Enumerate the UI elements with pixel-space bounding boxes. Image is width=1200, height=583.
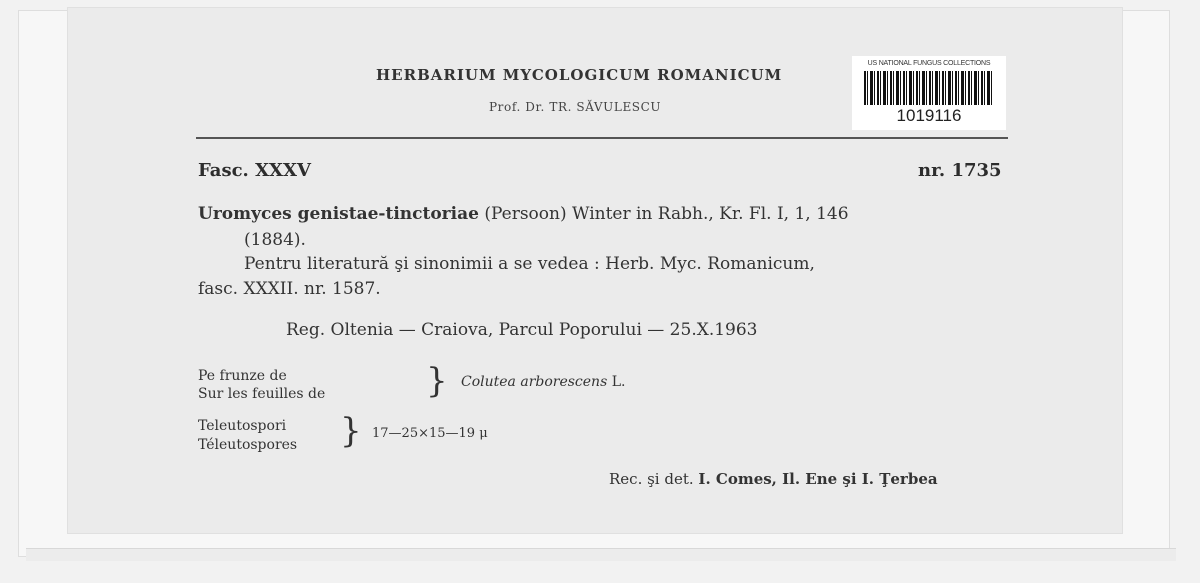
species-line xyxy=(198,204,849,224)
barcode-label xyxy=(852,56,1006,130)
host-name xyxy=(461,374,625,390)
citation-year: (1884). xyxy=(244,230,306,250)
host-species: Colutea arborescens xyxy=(461,374,608,390)
divider xyxy=(196,137,1008,139)
teleutospores-brace: } xyxy=(340,411,362,451)
collection-locality: Reg. Oltenia — Craiova, Parcul Poporului — 25.X.1963 xyxy=(286,320,758,340)
barcode-icon xyxy=(864,71,994,105)
teleutospores-label-ro: Teleutospori xyxy=(198,418,287,434)
fascicle-label: Fasc. XXXV xyxy=(198,160,311,181)
specimen-number: nr. 1735 xyxy=(918,160,1002,181)
host-label-ro: Pe frunze de xyxy=(198,368,287,384)
collectors-names: I. Comes, Il. Ene şi I. Ţerbea xyxy=(698,470,938,488)
species-name: Uromyces genistae-tinctoriae xyxy=(198,204,479,224)
literature-note-line1: Pentru literatură şi sinonimii a se vedea : Herb. Myc. Romanicum, xyxy=(244,254,815,274)
host-author: L. xyxy=(607,374,626,390)
herbarium-director: Prof. Dr. TR. SĂVULESCU xyxy=(489,100,662,114)
sheet-edge xyxy=(26,548,1176,561)
barcode-caption: US NATIONAL FUNGUS COLLECTIONS xyxy=(867,60,991,67)
species-citation: (Persoon) Winter in Rabh., Kr. Fl. I, 1, 146 xyxy=(478,204,849,224)
teleutospores-label-fr: Téleutospores xyxy=(198,437,298,453)
collectors-line xyxy=(609,470,938,488)
collectors-prefix: Rec. şi det. xyxy=(609,470,699,488)
literature-note-line2: fasc. XXXII. nr. 1587. xyxy=(198,279,381,299)
host-label-fr: Sur les feuilles de xyxy=(198,386,326,402)
herbarium-title: HERBARIUM MYCOLOGICUM ROMANICUM xyxy=(376,66,783,84)
host-brace: } xyxy=(426,361,448,401)
barcode-number: 1019116 xyxy=(896,106,962,125)
teleutospores-size: 17—25×15—19 μ xyxy=(372,426,488,441)
